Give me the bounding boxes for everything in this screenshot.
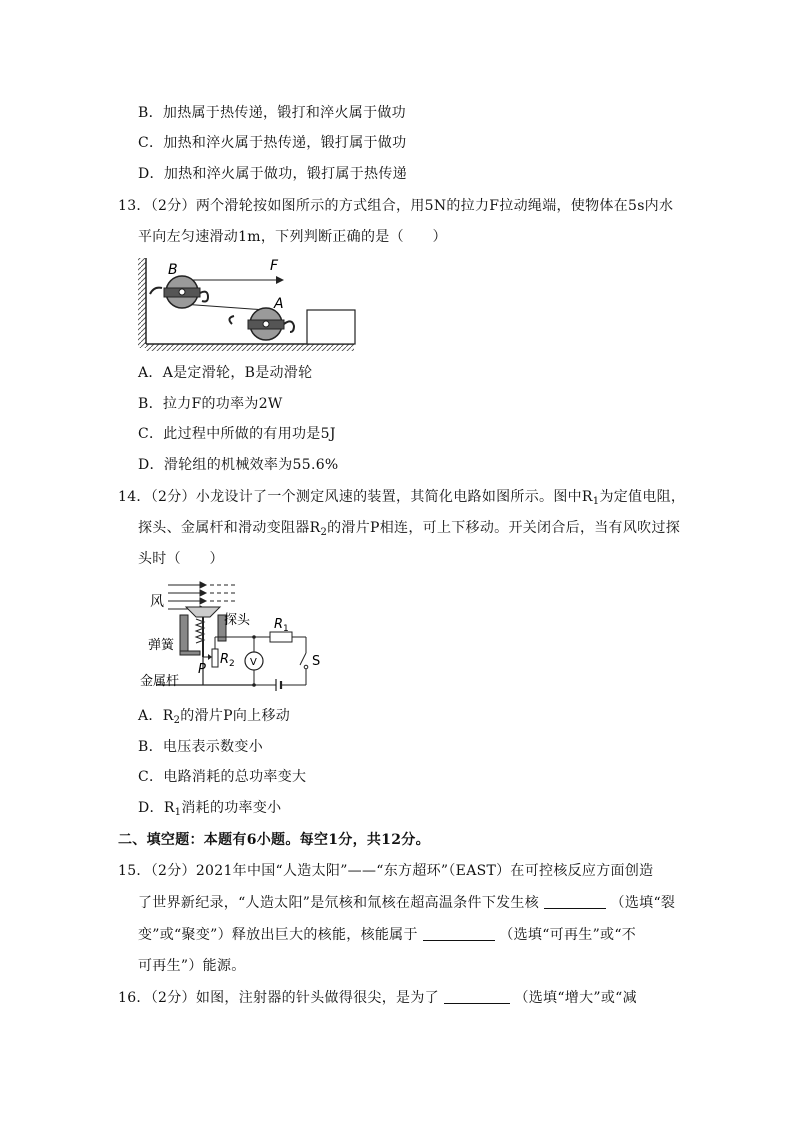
- q13-stem-line1: 13．（2分）两个滑轮按如图所示的方式组合，用5N的拉力F拉动绳端，使物体在5s内水: [118, 198, 674, 214]
- q15-blank-1[interactable]: [544, 894, 606, 909]
- q13-option-c: C．此过程中所做的有用功是5J: [138, 426, 336, 442]
- label-spring: 弹簧: [148, 638, 175, 653]
- pulley-b: [150, 276, 208, 308]
- label-probe: 探头: [224, 613, 251, 628]
- label-v: V: [250, 657, 257, 668]
- q14-option-a: A．$R_2$的滑片P向上移动: [138, 708, 291, 726]
- q16-blank-1[interactable]: [444, 989, 510, 1004]
- q12-option-c: C．加热和淬火属于热传递，锻打属于做功: [138, 135, 407, 151]
- q14-option-d: D．$R_1$消耗的功率变小: [138, 800, 282, 818]
- q13-stem-line2: 平向左匀速滑动1m，下列判断正确的是（ ）: [138, 229, 447, 245]
- label-b: B: [168, 262, 178, 278]
- q14-stem-line2: 探头、金属杆和滑动变阻器$R_2$的滑片P相连，可上下移动。开关闭合后，当有风吹过探: [138, 520, 681, 538]
- label-r2: $R_2$: [220, 652, 235, 669]
- q14-stem-line3: 头时（ ）: [138, 551, 224, 567]
- label-p: P: [198, 662, 206, 677]
- q12-option-d: D．加热和淬火属于做功，锻打属于热传递: [138, 166, 407, 182]
- q15-stem-line4: 可再生”）能源。: [138, 958, 246, 974]
- q14-option-c: C．电路消耗的总功率变大: [138, 769, 307, 785]
- label-wind: 风: [150, 594, 164, 610]
- pulley-a: [229, 308, 294, 340]
- label-rod: 金属杆: [140, 674, 180, 689]
- label-f: F: [270, 258, 279, 274]
- q16-stem-line1: 16．（2分）如图，注射器的针头做得很尖，是为了 （选填“增大”或“减: [118, 990, 637, 1006]
- q13-option-a: A．A是定滑轮，B是动滑轮: [138, 365, 313, 381]
- label-a: A: [274, 296, 284, 312]
- section-2-heading: 二、填空题：本题有6小题。每空1分，共12分。: [118, 832, 430, 848]
- q15-stem-line2: 了世界新纪录，“人造太阳”是氘核和氚核在超高温条件下发生核 （选填“裂: [138, 895, 676, 911]
- q14-option-b: B．电压表示数变小: [138, 739, 263, 755]
- q14-stem-line1: 14．（2分）小龙设计了一个测定风速的装置，其简化电路如图所示。图中$R_1$为定值电阻，: [118, 489, 686, 507]
- q15-stem-line1: 15．（2分）2021年中国“人造太阳”——“东方超环”（EAST）在可控核反应方面创造: [118, 863, 654, 879]
- q15-blank-2[interactable]: [423, 926, 495, 941]
- label-s: S: [312, 654, 321, 669]
- q15-stem-line3: 变”或“聚变”）释放出巨大的核能，核能属于 （选填“可再生”或“不: [138, 927, 637, 943]
- q13-pulley-figure: [136, 252, 361, 354]
- q12-option-b: B．加热属于热传递，锻打和淬火属于做功: [138, 105, 406, 121]
- q14-circuit-figure: [136, 577, 336, 692]
- q13-option-d: D．滑轮组的机械效率为55.6%: [138, 457, 339, 473]
- label-r1: $R_1$: [274, 617, 289, 634]
- q13-option-b: B．拉力F的功率为2W: [138, 396, 283, 412]
